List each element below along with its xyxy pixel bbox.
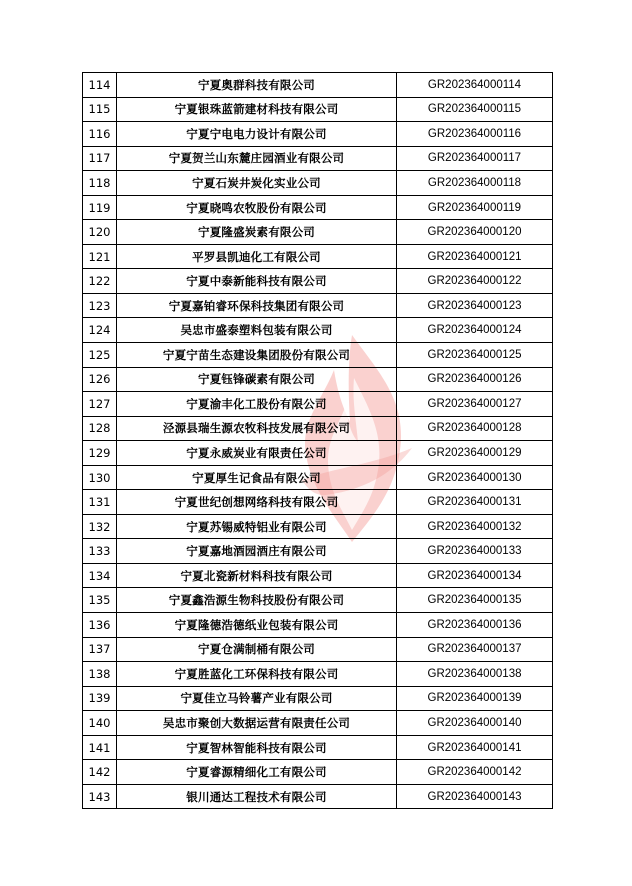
company-name-cell: 宁夏世纪创想网络科技有限公司: [117, 490, 397, 515]
row-number-cell: 114: [83, 73, 117, 98]
company-name-cell: 宁夏苏锡威特铝业有限公司: [117, 514, 397, 539]
table-row: [83, 122, 553, 147]
row-number-cell: 140: [83, 711, 117, 736]
table-row: [83, 465, 553, 490]
company-name-cell: 宁夏永威炭业有限责任公司: [117, 441, 397, 466]
company-name-cell: 宁夏晓鸣农牧股份有限公司: [117, 195, 397, 220]
certificate-number-cell: GR202364000124: [397, 318, 553, 343]
certificate-number-cell: GR202364000117: [397, 146, 553, 171]
row-number-cell: 122: [83, 269, 117, 294]
certificate-number-cell: GR202364000134: [397, 563, 553, 588]
company-name-cell: 宁夏奥群科技有限公司: [117, 73, 397, 98]
company-name-cell: 吴忠市盛泰塑料包装有限公司: [117, 318, 397, 343]
table-row: [83, 563, 553, 588]
company-name-cell: 宁夏中泰新能科技有限公司: [117, 269, 397, 294]
row-number-cell: 117: [83, 146, 117, 171]
row-number-cell: 136: [83, 613, 117, 638]
company-name-cell: 宁夏渝丰化工股份有限公司: [117, 392, 397, 417]
certificate-number-cell: GR202364000128: [397, 416, 553, 441]
certificate-number-cell: GR202364000126: [397, 367, 553, 392]
table-row: [83, 269, 553, 294]
table-row: [83, 146, 553, 171]
row-number-cell: 139: [83, 686, 117, 711]
company-name-cell: 宁夏嘉地酒园酒庄有限公司: [117, 539, 397, 564]
table-row: [83, 293, 553, 318]
company-name-cell: 宁夏仓满制桶有限公司: [117, 637, 397, 662]
certificate-number-cell: GR202364000133: [397, 539, 553, 564]
table-row: [83, 588, 553, 613]
company-name-cell: 吴忠市聚创大数据运营有限责任公司: [117, 711, 397, 736]
table-row: [83, 392, 553, 417]
table-row: [83, 613, 553, 638]
table-row: [83, 441, 553, 466]
row-number-cell: 143: [83, 784, 117, 809]
table-body: [83, 73, 553, 809]
row-number-cell: 133: [83, 539, 117, 564]
row-number-cell: 120: [83, 220, 117, 245]
table-row: [83, 220, 553, 245]
row-number-cell: 137: [83, 637, 117, 662]
table-row: [83, 244, 553, 269]
company-name-cell: 宁夏隆盛炭素有限公司: [117, 220, 397, 245]
certificate-number-cell: GR202364000121: [397, 244, 553, 269]
certificate-number-cell: GR202364000141: [397, 735, 553, 760]
table-row: [83, 735, 553, 760]
row-number-cell: 141: [83, 735, 117, 760]
table-row: [83, 662, 553, 687]
company-name-cell: 泾源县瑞生源农牧科技发展有限公司: [117, 416, 397, 441]
company-name-cell: 宁夏北瓷新材料科技有限公司: [117, 563, 397, 588]
row-number-cell: 115: [83, 97, 117, 122]
row-number-cell: 128: [83, 416, 117, 441]
certificate-number-cell: GR202364000129: [397, 441, 553, 466]
row-number-cell: 121: [83, 244, 117, 269]
table-row: [83, 416, 553, 441]
company-name-cell: 宁夏厚生记食品有限公司: [117, 465, 397, 490]
row-number-cell: 138: [83, 662, 117, 687]
certificate-number-cell: GR202364000122: [397, 269, 553, 294]
table-row: [83, 343, 553, 368]
company-name-cell: 宁夏宁电电力设计有限公司: [117, 122, 397, 147]
certificate-number-cell: GR202364000139: [397, 686, 553, 711]
certificate-number-cell: GR202364000138: [397, 662, 553, 687]
certificate-number-cell: GR202364000140: [397, 711, 553, 736]
certificate-number-cell: GR202364000114: [397, 73, 553, 98]
table-row: [83, 318, 553, 343]
row-number-cell: 116: [83, 122, 117, 147]
table-row: [83, 514, 553, 539]
certificate-number-cell: GR202364000132: [397, 514, 553, 539]
certificate-number-cell: GR202364000125: [397, 343, 553, 368]
row-number-cell: 126: [83, 367, 117, 392]
company-name-cell: 宁夏隆德浩德纸业包装有限公司: [117, 613, 397, 638]
table-row: [83, 711, 553, 736]
row-number-cell: 132: [83, 514, 117, 539]
row-number-cell: 123: [83, 293, 117, 318]
row-number-cell: 118: [83, 171, 117, 196]
table-row: [83, 195, 553, 220]
company-name-cell: 宁夏鑫浩源生物科技股份有限公司: [117, 588, 397, 613]
table-row: [83, 686, 553, 711]
table-row: [83, 637, 553, 662]
certificate-number-cell: GR202364000131: [397, 490, 553, 515]
row-number-cell: 135: [83, 588, 117, 613]
certificate-number-cell: GR202364000116: [397, 122, 553, 147]
certificate-table: [82, 72, 553, 809]
certificate-number-cell: GR202364000135: [397, 588, 553, 613]
company-name-cell: 宁夏睿源精细化工有限公司: [117, 760, 397, 785]
company-name-cell: 宁夏银珠蓝箭建材科技有限公司: [117, 97, 397, 122]
row-number-cell: 127: [83, 392, 117, 417]
row-number-cell: 129: [83, 441, 117, 466]
row-number-cell: 131: [83, 490, 117, 515]
company-name-cell: 宁夏贺兰山东麓庄园酒业有限公司: [117, 146, 397, 171]
company-name-cell: 宁夏佳立马铃薯产业有限公司: [117, 686, 397, 711]
certificate-number-cell: GR202364000142: [397, 760, 553, 785]
certificate-number-cell: GR202364000115: [397, 97, 553, 122]
row-number-cell: 124: [83, 318, 117, 343]
certificate-number-cell: GR202364000136: [397, 613, 553, 638]
table-row: [83, 539, 553, 564]
table-row: [83, 760, 553, 785]
company-name-cell: 银川通达工程技术有限公司: [117, 784, 397, 809]
table-row: [83, 171, 553, 196]
row-number-cell: 119: [83, 195, 117, 220]
certificate-number-cell: GR202364000143: [397, 784, 553, 809]
row-number-cell: 142: [83, 760, 117, 785]
certificate-number-cell: GR202364000127: [397, 392, 553, 417]
certificate-number-cell: GR202364000120: [397, 220, 553, 245]
company-name-cell: 宁夏钰锋碳素有限公司: [117, 367, 397, 392]
company-name-cell: 平罗县凯迪化工有限公司: [117, 244, 397, 269]
table-row: [83, 367, 553, 392]
table-row: [83, 73, 553, 98]
table-row: [83, 490, 553, 515]
table-row: [83, 97, 553, 122]
company-name-cell: 宁夏智林智能科技有限公司: [117, 735, 397, 760]
certificate-number-cell: GR202364000137: [397, 637, 553, 662]
company-name-cell: 宁夏石炭井炭化实业公司: [117, 171, 397, 196]
company-name-cell: 宁夏宁苗生态建设集团股份有限公司: [117, 343, 397, 368]
row-number-cell: 134: [83, 563, 117, 588]
certificate-number-cell: GR202364000123: [397, 293, 553, 318]
company-name-cell: 宁夏嘉铂睿环保科技集团有限公司: [117, 293, 397, 318]
certificate-number-cell: GR202364000118: [397, 171, 553, 196]
company-name-cell: 宁夏胜蓝化工环保科技有限公司: [117, 662, 397, 687]
certificate-number-cell: GR202364000119: [397, 195, 553, 220]
row-number-cell: 125: [83, 343, 117, 368]
certificate-number-cell: GR202364000130: [397, 465, 553, 490]
row-number-cell: 130: [83, 465, 117, 490]
table-row: [83, 784, 553, 809]
